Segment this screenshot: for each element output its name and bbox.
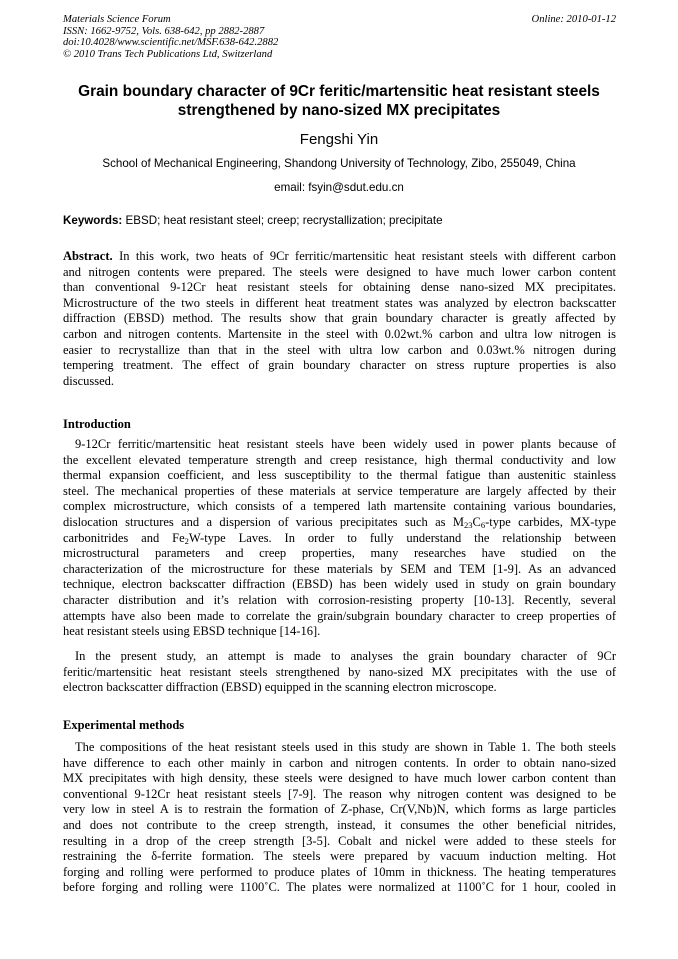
journal-header [63, 14, 616, 60]
body-line: attempts have also been made to correlate the grain/subgrain boundary character to creep properties of [63, 608, 616, 623]
author-name: Fengshi Yin [299, 131, 379, 148]
abstract-line: Abstract. In this work, two heats of 9Cr ferritic/martensitic heat resistant steels with different carbon [63, 249, 616, 263]
abstract-line: easier to recrystallize than that in the steel with ultra low carbon and 0.03wt.% nitrogen during [63, 342, 616, 357]
copyright-line: © 2010 Trans Tech Publications Ltd, Switzerland [63, 48, 273, 60]
body-line: 9-12Cr ferritic/martensitic heat resistant steels have been widely used in power plants because of [75, 437, 616, 451]
introduction-paragraph-1 [63, 437, 616, 640]
body-line: the excellent elevated temperature strength and creep resistance, high thermal conductivity and low [63, 452, 616, 467]
body-line: resulting in a drop of the creep strength [3-5]. Cobalt and nickel were added to these steels for [63, 833, 616, 848]
title-line-1: Grain boundary character of 9Cr feritic/martensitic heat resistant steels [78, 83, 600, 100]
body-line: heat resistant steels using EBSD technique [14-16]. [63, 624, 321, 639]
body-line: and does not contribute to the creep strength, instead, it consumes the other beneficial nitrides, [63, 817, 616, 832]
abstract-line: than conventional 9-12Cr heat resistant steels for obtaining dense nano-sized MX precipitates. [63, 280, 616, 295]
body-line: character distribution and it’s relation with corrosion-resisting property [10-13]. Recently, several [63, 592, 616, 607]
paper-title [40, 82, 638, 120]
body-line: characterization of the microstructure for these materials by SEM and TEM [1-9]. As an advanced [63, 561, 616, 576]
abstract-line: and nitrogen contents were prepared. The steels were designed to have much lower carbon content [63, 264, 616, 279]
introduction-paragraph-2 [63, 649, 616, 696]
author-email[interactable]: email: fsyin@sdut.edu.cn [274, 181, 404, 194]
body-line: dislocation structures and a dispersion of various precipitates such as $M_{23}C_6$-type carbides, MX-type [63, 514, 616, 530]
issn-line: ISSN: 1662-9752, Vols. 638-642, pp 2882-2887 [63, 25, 265, 37]
abstract-line: carbon and nitrogen contents. Martensite in the steel with 0.02wt.% carbon and ultra low nitrogen is [63, 326, 616, 341]
abstract-label: Abstract. [63, 249, 113, 263]
body-line: forging and rolling were performed to produce plates of 10mm in thickness. The heating temperatures [63, 864, 616, 879]
abstract-paragraph [63, 249, 616, 389]
body-line: technique, electron backscatter diffraction (EBSD) has been widely used in study on grain boundary [63, 577, 616, 592]
body-line: steel. The mechanical properties of these materials at service temperature are largely affected by their [63, 483, 616, 498]
abstract-line: diffraction (EBSD) method. The results show that grain boundary character is greatly affected by [63, 311, 616, 326]
body-line: before forging and rolling were 1100˚C. The plates were normalized at 1100˚C for 1 hour, cooled in [63, 880, 616, 895]
body-line: very low in steel A is to restrain the formation of Z-phase, Cr(V,Nb)N, which forms as large particles [63, 802, 616, 817]
body-line: thermal expansion coefficient, and less susceptibility to the thermal fatigue than austenitic stainless [63, 468, 616, 483]
body-line: have difference to each other mainly in carbon and nitrogen contents. In order to obtain nano-sized [63, 755, 616, 770]
section-heading-experimental: Experimental methods [63, 718, 185, 732]
online-date: Online: 2010-01-12 [531, 14, 616, 25]
journal-name: Materials Science Forum [63, 14, 171, 25]
section-heading-introduction: Introduction [63, 417, 131, 431]
doi-line[interactable]: doi:10.4028/www.scientific.net/MSF.638-642.2882 [63, 37, 279, 49]
abstract-line: tempering treatment. The effect of grain boundary character on stress rupture properties is also [63, 358, 616, 373]
abstract-line: Microstructure of the two steels in different heat treatment states was analyzed by electron backscatter [63, 295, 616, 310]
body-line: complex microstructure, which consists of a tempered lath martensite containing various boundaries, [63, 499, 616, 514]
body-line: feritic/martensitic heat resistant steels strengthened by nano-sized MX precipitates with the use of [63, 664, 616, 679]
keywords [63, 214, 616, 228]
body-line: carbonitrides and $Fe_2W$-type Laves. In order to fully understand the relationship between [63, 530, 616, 546]
affiliation: School of Mechanical Engineering, Shandong University of Technology, Zibo, 255049, China [102, 157, 576, 170]
body-line: electron backscatter diffraction (EBSD) equipped in the scanning electron microscope. [63, 680, 497, 695]
keywords-label: Keywords: [63, 214, 123, 227]
abstract-line: discussed. [63, 373, 115, 388]
keywords-text: EBSD; heat resistant steel; creep; recrystallization; precipitate [122, 214, 443, 227]
body-line: MX precipitates with high density, these steels were designed to have much lower carbon content than [63, 771, 616, 786]
body-line: The compositions of the heat resistant steels used in this study are shown in Table 1. The both steels [75, 740, 616, 754]
title-line-2: strengthened by nano-sized MX precipitates [177, 102, 501, 119]
body-line: restraining the δ-ferrite formation. The steels were prepared by vacuum induction melting. Hot [63, 849, 616, 864]
body-line: In the present study, an attempt is made to analyses the grain boundary character of 9Cr [75, 649, 616, 663]
body-line: microstructural parameters and creep properties, many researches have studied on the [63, 546, 616, 561]
body-line: conventional 9-12Cr heat resistant steels [7-9]. The reason why nitrogen content was designed to be [63, 786, 616, 801]
experimental-paragraph-1 [63, 740, 616, 896]
